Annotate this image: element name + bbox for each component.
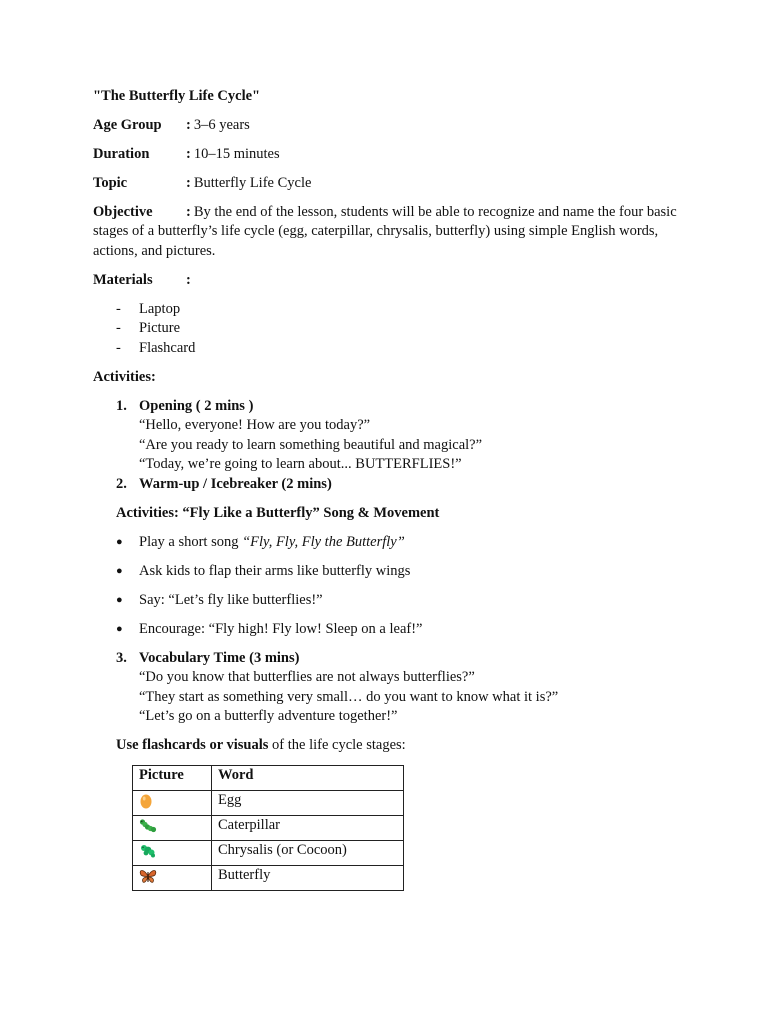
- field-label: Age Group: [93, 116, 162, 133]
- dash-marker: -: [116, 339, 121, 356]
- steps-list-continued: [93, 649, 683, 727]
- materials-colon: :: [186, 271, 191, 288]
- objective-paragraph: [93, 203, 683, 262]
- field-value: 10–15 minutes: [193, 145, 280, 162]
- field-label: Topic: [93, 174, 128, 191]
- field-age-group: [93, 116, 683, 136]
- field-value: 3–6 years: [193, 116, 250, 133]
- step-line: “Are you ready to learn something beautiful and magical?”: [139, 436, 483, 453]
- picture-cell: [133, 841, 212, 866]
- field-value: Butterfly Life Cycle: [193, 174, 312, 191]
- material-item: Flashcard: [139, 339, 196, 356]
- document-title: "The Butterfly Life Cycle": [93, 88, 261, 104]
- word-cell: Chrysalis (or Cocoon): [212, 841, 404, 866]
- picture-cell: [133, 791, 212, 816]
- flashcards-rest: of the life cycle stages:: [268, 737, 406, 753]
- flashcards-intro: [116, 736, 683, 756]
- materials-label: Materials: [93, 271, 153, 288]
- bullet-marker: ●: [116, 593, 123, 606]
- field-duration: [93, 145, 683, 165]
- material-item: Picture: [139, 320, 181, 336]
- step-line: “Hello, everyone! How are you today?”: [139, 417, 371, 433]
- table-row: [133, 841, 404, 866]
- egg-icon: [139, 793, 153, 809]
- word-cell: Butterfly: [212, 866, 404, 891]
- activities-heading: Activities:: [93, 368, 156, 385]
- butterfly-icon: [139, 868, 157, 884]
- bullet-text: Ask kids to flap their arms like butterfly wings: [139, 562, 411, 579]
- objective-text: By the end of the lesson, students will be able to recognize and name the four basic stages of a butterfly’s life cycle (egg, caterpillar, chrysalis, butterfly) using simple English words, actions, and pictures.: [93, 203, 677, 259]
- song-title: “Fly, Fly, Fly the Butterfly”: [242, 533, 405, 550]
- table-row: [133, 791, 404, 816]
- step-line: “Today, we’re going to learn about... BUTTERFLIES!”: [139, 456, 462, 472]
- bullet-text: Play a short song: [139, 533, 243, 550]
- dash-marker: -: [116, 300, 121, 317]
- list-item: [116, 533, 683, 553]
- step-vocabulary: [116, 649, 683, 727]
- warmup-activity-heading: Activities: “Fly Like a Butterfly” Song & Movement: [116, 504, 440, 521]
- lesson-plan-document: [93, 87, 683, 891]
- materials-list: [93, 300, 683, 359]
- step-title: Vocabulary Time (3 mins): [139, 649, 300, 666]
- step-opening: [116, 397, 683, 475]
- word-cell: Caterpillar: [212, 816, 404, 841]
- bullet-marker: ●: [116, 564, 123, 577]
- step-number: 2.: [116, 475, 127, 492]
- column-header-word: Word: [212, 766, 404, 791]
- step-title: Warm-up / Icebreaker (2 mins): [139, 475, 332, 492]
- bullet-marker: ●: [116, 622, 123, 635]
- objective-colon: :: [186, 203, 191, 220]
- table-row: [133, 866, 404, 891]
- flashcards-bold: Use flashcards or visuals: [116, 737, 269, 753]
- step-line: “Do you know that butterflies are not always butterflies?”: [139, 669, 475, 685]
- list-item: [116, 339, 683, 359]
- objective-label: Objective: [93, 203, 153, 220]
- step-number: 1.: [116, 397, 127, 414]
- field-colon: :: [186, 174, 191, 191]
- list-item: [116, 319, 683, 339]
- materials-heading: [93, 271, 683, 291]
- word-cell: Egg: [212, 791, 404, 816]
- bullet-text: Say: “Let’s fly like butterflies!”: [139, 591, 323, 608]
- column-header-picture: Picture: [133, 766, 212, 791]
- table-header-row: [133, 766, 404, 791]
- field-topic: [93, 174, 683, 194]
- steps-list: [93, 397, 683, 495]
- list-item: [116, 591, 683, 611]
- step-warmup: [116, 475, 683, 495]
- field-colon: :: [186, 145, 191, 162]
- bullet-text: Encourage: “Fly high! Fly low! Sleep on a leaf!”: [139, 620, 423, 637]
- caterpillar-icon: [139, 818, 157, 834]
- field-label: Duration: [93, 145, 150, 162]
- step-line: “They start as something very small… do you want to know what it is?”: [139, 688, 559, 705]
- dash-marker: -: [116, 320, 121, 336]
- step-title: Opening ( 2 mins ): [139, 397, 254, 414]
- picture-cell: [133, 816, 212, 841]
- material-item: Laptop: [139, 300, 181, 317]
- warmup-bullets: [93, 533, 683, 640]
- list-item: [116, 300, 683, 320]
- step-line: “Let’s go on a butterfly adventure together!”: [139, 708, 398, 724]
- bullet-marker: ●: [116, 535, 123, 548]
- table-row: [133, 816, 404, 841]
- field-colon: :: [186, 116, 191, 133]
- chrysalis-icon: [139, 843, 157, 859]
- list-item: [116, 620, 683, 640]
- vocabulary-table: [132, 765, 404, 891]
- step-number: 3.: [116, 649, 127, 666]
- picture-cell: [133, 866, 212, 891]
- list-item: [116, 562, 683, 582]
